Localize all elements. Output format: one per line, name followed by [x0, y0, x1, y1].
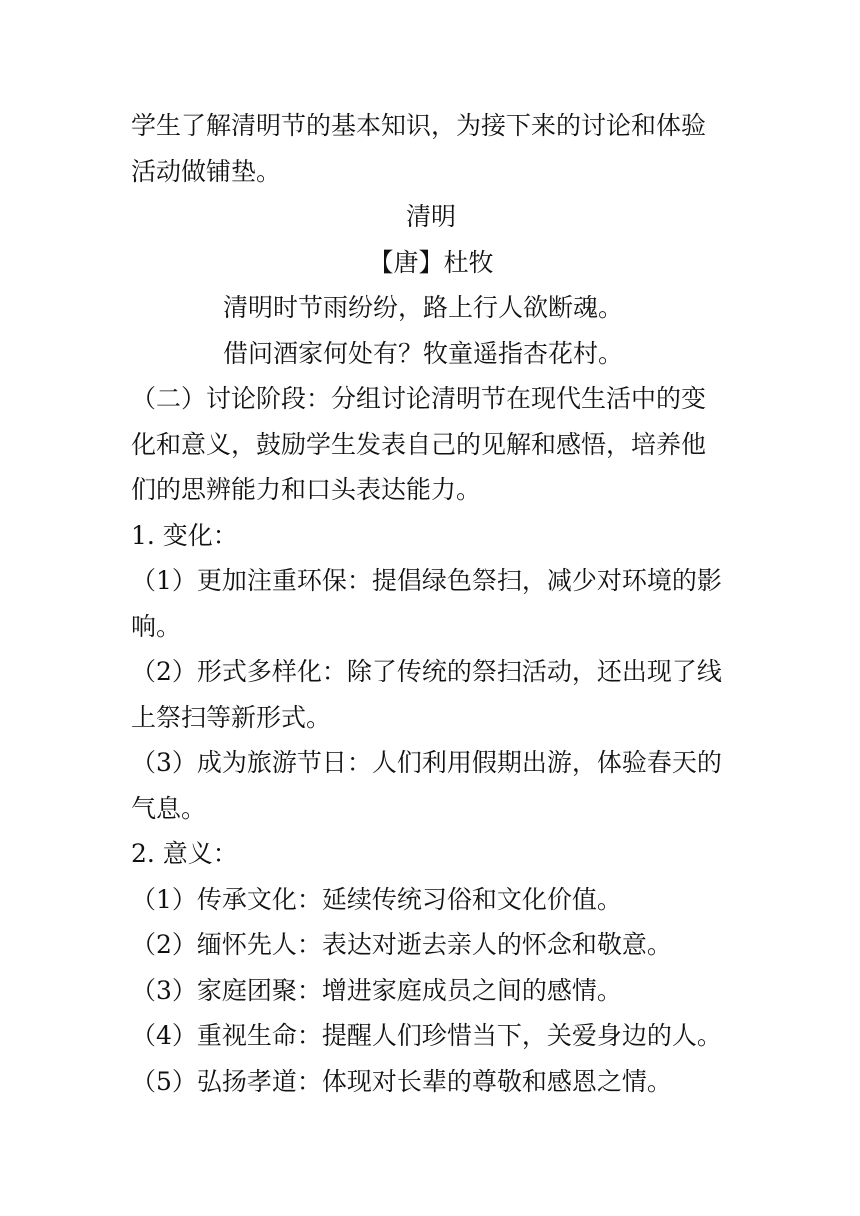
poem-line-1: 清明时节雨纷纷，路上行人欲断魂。 — [223, 293, 624, 322]
change-item-2-line-2: 上祭扫等新形式。 — [131, 702, 332, 732]
intro-line-2: 活动做铺垫。 — [131, 156, 282, 186]
meaning-item-2: （2）缅怀先人：表达对逝去亲人的怀念和敬意。 — [131, 930, 672, 959]
change-item-3-line-1: （3）成为旅游节日：人们利用假期出游，体验春天的 — [131, 748, 722, 777]
intro-line-1: 学生了解清明节的基本知识，为接下来的讨论和体验 — [131, 111, 707, 140]
meanings-heading: 2. 意义： — [131, 839, 238, 868]
changes-heading: 1. 变化： — [131, 520, 238, 550]
discussion-line-2: 化和意义，鼓励学生发表自己的见解和感悟，培养他 — [131, 429, 707, 459]
change-item-2-line-1: （2）形式多样化：除了传统的祭扫活动，还出现了线 — [131, 657, 722, 686]
poem-title: 清明 — [405, 202, 456, 231]
meaning-item-4: （4）重视生命：提醒人们珍惜当下，关爱身边的人。 — [131, 1021, 722, 1050]
discussion-line-1: （二）讨论阶段：分组讨论清明节在现代生活中的变 — [131, 384, 707, 413]
meaning-item-1: （1）传承文化：延续传统习俗和文化价值。 — [131, 884, 622, 914]
poem-author: 【唐】杜牧 — [368, 247, 494, 277]
document-page — [131, 103, 731, 1104]
change-item-1-line-2: 响。 — [131, 611, 182, 641]
poem-line-2: 借问酒家何处有？牧童遥指杏花村。 — [223, 338, 624, 368]
meaning-item-5: （5）弘扬孝道：体现对长辈的尊敬和感恩之情。 — [131, 1066, 672, 1096]
meaning-item-3: （3）家庭团聚：增进家庭成员之间的感情。 — [131, 975, 622, 1005]
change-item-1-line-1: （1）更加注重环保：提倡绿色祭扫，减少对环境的影 — [131, 566, 722, 595]
discussion-line-3: 们的思辨能力和口头表达能力。 — [131, 475, 482, 504]
change-item-3-line-2: 气息。 — [131, 793, 207, 823]
